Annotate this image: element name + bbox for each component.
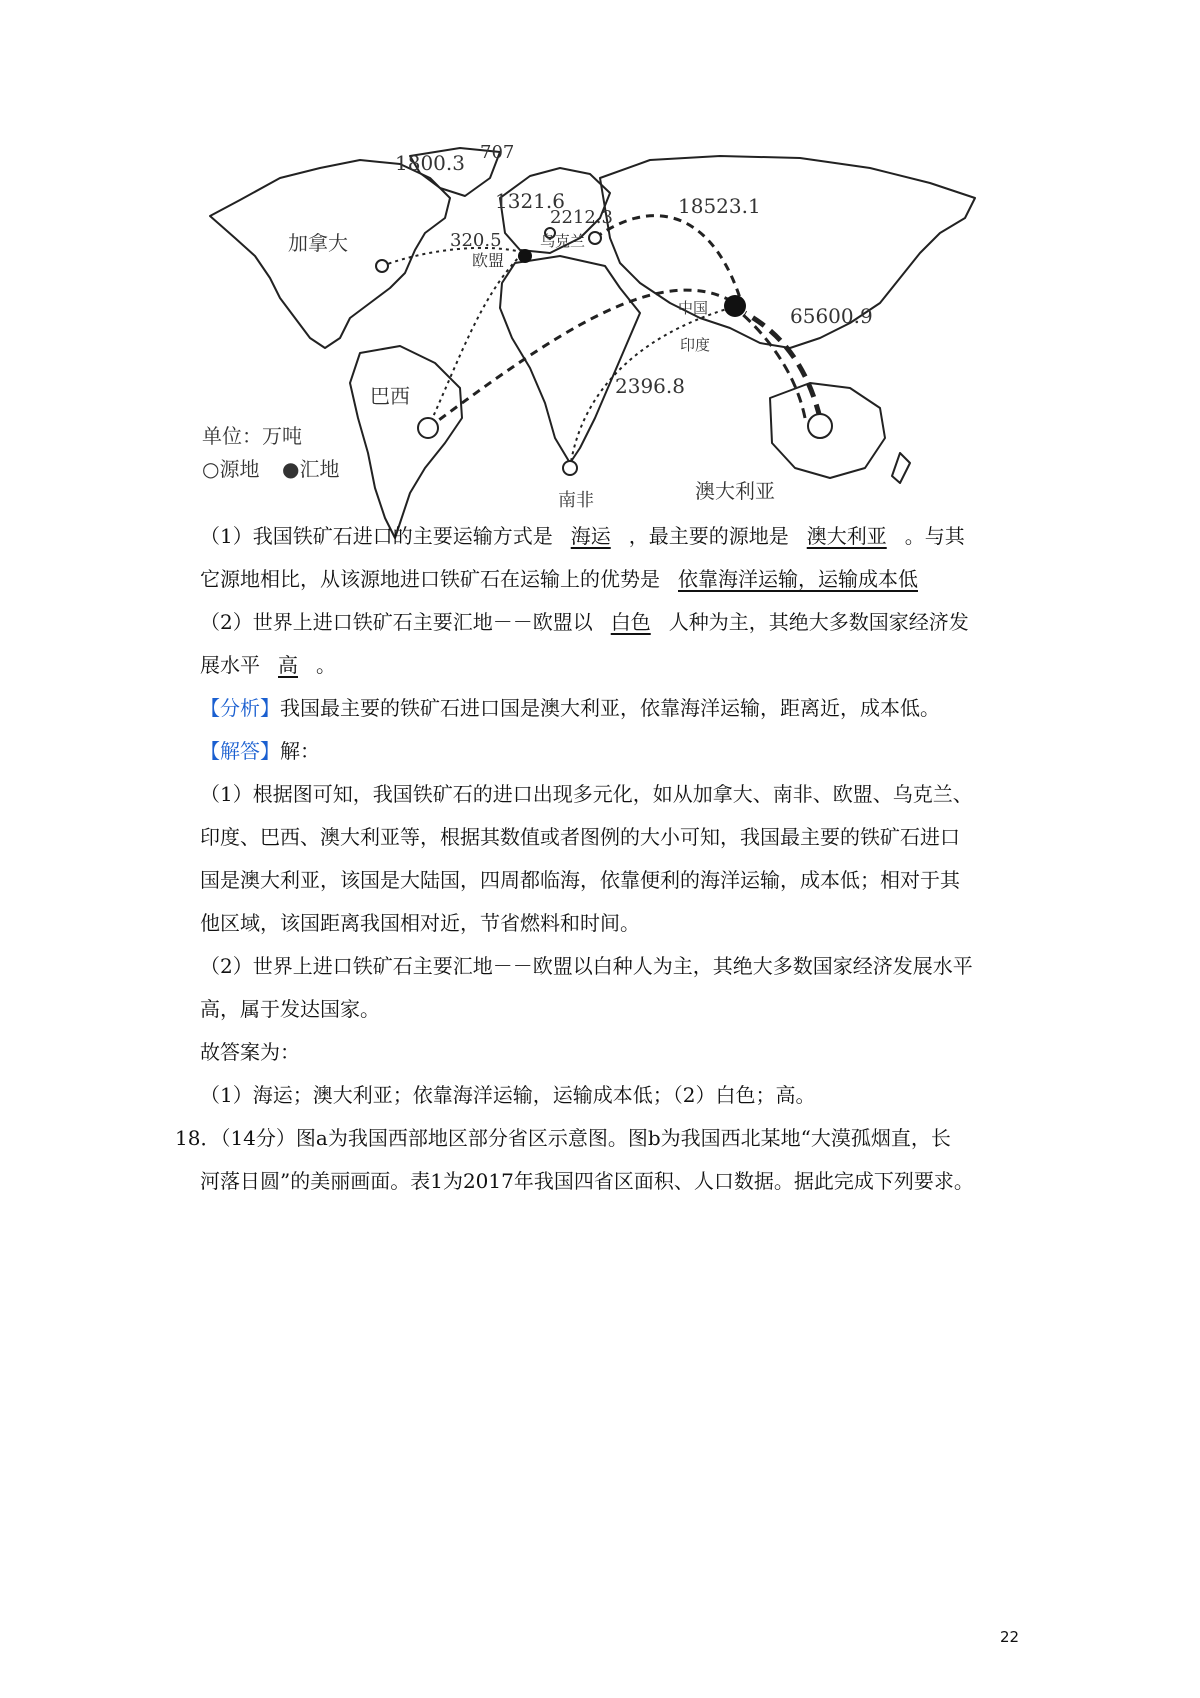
q1-text-b: ，最主要的源地是 [628, 524, 789, 548]
sink-china [724, 295, 746, 317]
solution-p2-line-2: 高，属于发达国家。 [200, 997, 380, 1021]
solution-p2-line-1: （2）世界上进口铁矿石主要汇地－－欧盟以白种人为主，其绝大多数国家经济发展水平 [200, 954, 973, 978]
q2-text-d: 。 [316, 653, 336, 677]
label-eu: 欧盟 [472, 251, 505, 270]
q2-text-a: （2）世界上进口铁矿石主要汇地－－欧盟以 [200, 610, 593, 634]
analysis-text: 我国最主要的铁矿石进口国是澳大利亚，依靠海洋运输，距离近，成本低。 [280, 696, 940, 720]
q1-text-a: （1）我国铁矿石进口的主要运输方式是 [200, 524, 553, 548]
q2-line-1 [200, 608, 969, 636]
label-ukraine: 乌克兰 [540, 232, 586, 250]
final-answer: （1）海运；澳大利亚；依靠海洋运输，运输成本低；（2）白色；高。 [200, 1083, 816, 1107]
value-3: 1321.6 [495, 189, 565, 213]
label-china: 中国 [678, 299, 709, 317]
solution-text: 解： [280, 739, 320, 763]
solution-p1-line-2: 印度、巴西、澳大利亚等，根据其数值或者图例的大小可知，我国最主要的铁矿石进口 [200, 825, 960, 849]
africa-outline [500, 256, 640, 463]
value-1: 1800.3 [395, 151, 465, 175]
q1-text-c: 。与其 [904, 524, 965, 548]
value-8: 2396.8 [615, 374, 685, 398]
answer-race: 白色 [610, 610, 651, 634]
answer-advantage: 依靠海洋运输，运输成本低 [678, 567, 918, 591]
label-brazil: 巴西 [370, 384, 410, 408]
source-brazil [418, 418, 438, 438]
asia-outline [600, 156, 975, 348]
source-ukraine [589, 232, 601, 244]
answer-source: 澳大利亚 [806, 524, 887, 548]
page-number: 22 [1000, 1628, 1020, 1646]
solution-p1-line-1: （1）根据图可知，我国铁矿石的进口出现多元化，如从加拿大、南非、欧盟、乌克兰、 [200, 782, 973, 806]
q1-line-2 [200, 565, 936, 593]
iron-ore-trade-map [200, 138, 980, 548]
label-australia: 澳大利亚 [695, 479, 775, 503]
solution-tag: 【解答】 [200, 739, 280, 763]
value-5: 320.5 [450, 230, 502, 251]
sink-eu [518, 249, 532, 263]
answer-transport: 海运 [570, 524, 611, 548]
analysis [200, 694, 940, 722]
value-6: 2212.3 [550, 207, 613, 228]
new-zealand-outline [892, 453, 910, 483]
legend-sink: ●汇地 [282, 457, 340, 481]
answer-level: 高 [278, 653, 298, 677]
q2-text-c: 展水平 [200, 653, 260, 677]
label-south-africa: 南非 [558, 490, 594, 511]
q2-line-2 [200, 651, 336, 679]
south-america-outline [350, 346, 462, 538]
world-map-svg [200, 138, 980, 548]
label-canada: 加拿大 [288, 231, 348, 255]
legend-source: ○源地 [202, 457, 260, 481]
q18-line-2: 河落日圆”的美丽画面。表1为2017年我国四省区面积、人口数据。据此完成下列要求。 [200, 1169, 974, 1193]
final-answer-label: 故答案为： [200, 1040, 300, 1064]
route-brazil-eu [428, 256, 520, 428]
value-2: 707 [480, 142, 515, 163]
solution-p1-line-4: 他区域，该国距离我国相对近，节省燃料和时间。 [200, 911, 640, 935]
source-australia [808, 414, 832, 438]
q18-line-1: 18．（14分）图a为我国西部地区部分省区示意图。图b为我国西北某地“大漠孤烟直，长 [175, 1126, 951, 1150]
legend-unit: 单位：万吨 [202, 424, 302, 448]
q1-text-d: 它源地相比，从该源地进口铁矿石在运输上的优势是 [200, 567, 660, 591]
value-7: 65600.9 [790, 304, 873, 328]
q1-line-1 [200, 522, 965, 550]
source-canada [376, 260, 388, 272]
value-4: 18523.1 [678, 194, 761, 218]
solution-header [200, 737, 320, 765]
q2-text-b: 人种为主，其绝大多数国家经济发 [668, 610, 969, 634]
source-south-africa [563, 461, 577, 475]
solution-p1-line-3: 国是澳大利亚，该国是大陆国，四周都临海，依靠便利的海洋运输，成本低；相对于其 [200, 868, 960, 892]
label-india: 印度 [680, 336, 711, 354]
analysis-tag: 【分析】 [200, 696, 280, 720]
